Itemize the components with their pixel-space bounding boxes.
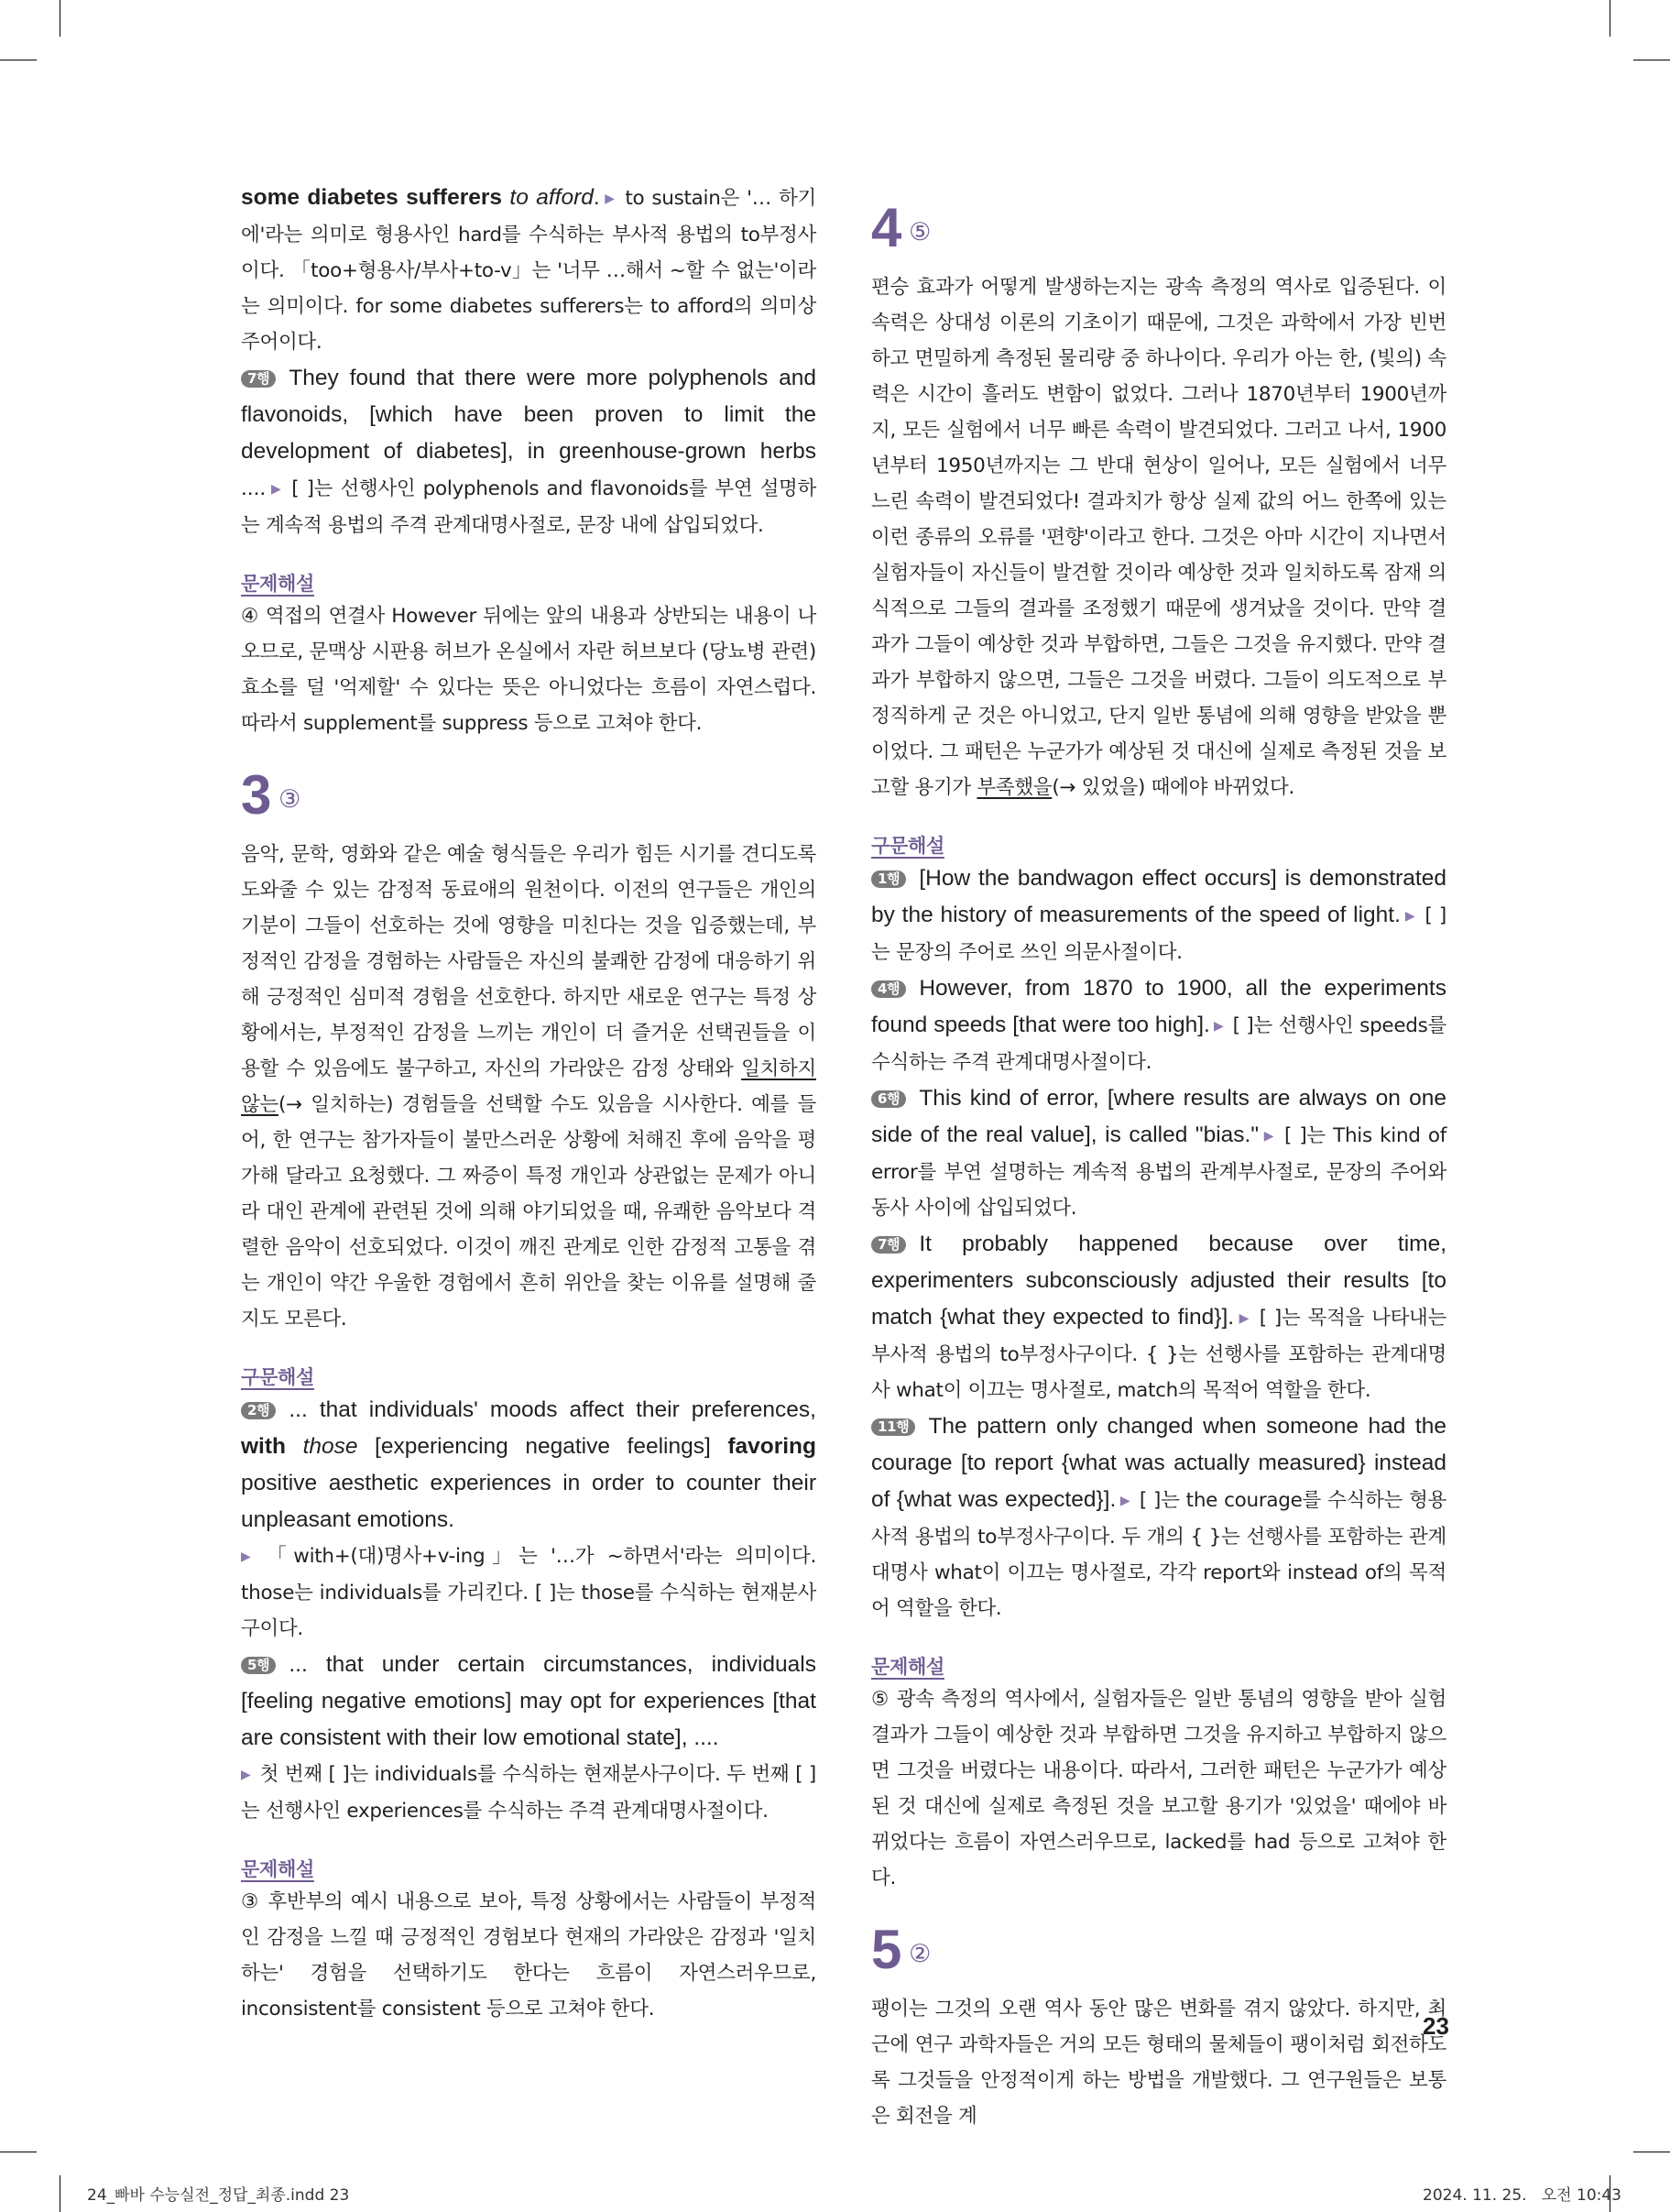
answer-mark: ③ [278,785,300,814]
problem-explanation-title: 문제해설 [241,1858,314,1881]
underlined-phrase: 일치하지 않는 [241,1057,816,1117]
syntax-explanation-title: 구문해설 [871,835,944,858]
korean-explanation: [ ]는 선행사인 speeds를 수식하는 주격 관계대명사절이다. [871,1014,1446,1075]
line-badge: 4행 [871,980,906,998]
space [286,1434,303,1459]
triangle-bullet-icon: ▶ [1213,1019,1224,1035]
problem-explanation-text: ④ 역접의 연결사 However 뒤에는 앞의 내용과 상반되는 내용이 나오므로, 문맥상 시판용 허브가 온실에서 자란 허브보다 (당뇨병 관련) 효소를 덜 '억제할' 수 있다는 뜻은 아니었다는 흐름이 자연스럽다. 따라서 supplement를 suppress 등으로 고쳐야 한다. [241,605,816,735]
question-number: 4 [871,197,902,258]
footer-file-name: 24_빠바 수능실전_정답_최종.indd 23 [87,2186,350,2205]
translation-part: (→ 일치하는) 경험들을 선택할 수도 있음을 시사한다. 예를 들어, 한 연구는 참가자들이 불만스러운 상황에 처해진 후에 음악을 평가해 달라고 요청했다. 그 짜증이 특정 개인과 상관없는 문제가 아니라 대인 관계에 관련된 것에 의해 야기되었을 때, 유쾌한 음악보다 격렬한 음악이 선호되었다. 이것이 깨진 관계로 인한 감정적 고통을 겪는 개인이 약간 우울한 경험에서 흔히 위안을 찾는 이유를 설명해 줄지도 모른다. [241,1093,816,1331]
syntax-line-7 [871,1226,1446,1408]
line-badge: 6행 [871,1090,906,1108]
problem-explanation-title: 문제해설 [871,1656,944,1679]
english-sentence: positive aesthetic experiences in order to counter their unpleasant emotions. [241,1471,816,1533]
english-sentence: [experiencing negative feelings] [357,1434,728,1460]
translation-text: 팽이는 그것의 오랜 역사 동안 많은 변화를 겪지 않았다. 하지만, 최근에 연구 과학자들은 거의 모든 형태의 물체들이 팽이처럼 회전하도록 그것들을 안정적이게 하는 방법을 개발했다. 그 연구원들은 보통은 회전을 계 [871,1998,1446,2129]
underlined-phrase: 부족했을 [977,776,1053,800]
line-badge: 7행 [241,370,276,388]
triangle-bullet-icon: ▶ [1403,909,1416,925]
translation-part: (→ 있었을) 때에야 바뀌었다. [1052,776,1295,800]
left-column [241,180,816,2027]
translation-text [871,269,1446,805]
syntax-line-2 [241,1392,816,1647]
question-number: 5 [871,1919,902,1981]
english-sentence: The pattern only changed when someone had the courage [to report {what was actually measured} instead of {what was expected}]. [871,1414,1446,1513]
line-badge: 5행 [241,1657,276,1674]
section-heading-3 [241,764,816,827]
section-heading-5 [871,1919,1446,1982]
korean-explanation: [ ]는 This kind of error를 부연 설명하는 계속적 용법의 관계부사절로, 문장의 주어와 동사 사이에 삽입되었다. [871,1124,1447,1221]
syntax-line-7 [241,360,816,543]
triangle-bullet-icon: ▶ [241,1768,251,1783]
problem-explanation-text: ③ 후반부의 예시 내용으로 보아, 특정 상황에서는 사람들이 부정적인 감정을 느낄 때 긍정적인 경험보다 현재의 가라앉은 감정과 '일치하는' 경험을 선택하기도 한다는 흐름이 자연스러우므로, inconsistent를 consistent 등으로 고쳐야 한다. [241,1890,816,2021]
section-heading-4 [871,197,1446,260]
problem-explanation-title: 문제해설 [241,573,314,595]
line-badge: 2행 [241,1402,276,1419]
triangle-bullet-icon: ▶ [269,482,283,497]
translation-text [241,837,816,1337]
line-badge: 11행 [871,1418,915,1436]
syntax-line-4 [871,970,1446,1080]
triangle-bullet-icon: ▶ [1119,1494,1130,1509]
korean-explanation: [ ]는 선행사인 polyphenols and flavonoids를 부연 설명하는 계속적 용법의 주격 관계대명사절로, 문장 내에 삽입되었다. [241,477,816,537]
english-sentence: This kind of error, [where results are always on one side of the real value], is called "bias." [871,1086,1446,1148]
triangle-bullet-icon: ▶ [1262,1129,1275,1144]
triangle-bullet-icon: ▶ [1238,1311,1250,1327]
english-sentence: It probably happened because over time, experimenters subconsciously adjusted their results [to match {what they expected to find}]. [871,1232,1446,1330]
bold-word: favoring [727,1434,816,1460]
line-badge: 1행 [871,871,906,888]
italic-word: those [302,1434,358,1460]
korean-explanation: 「with+(대)명사+v-ing」는 '…가 ~하면서'라는 의미이다. those는 individuals를 가리킨다. [ ]는 those를 수식하는 현재분사구이다. [241,1545,817,1641]
continued-explanation [241,180,816,360]
english-sentence: They found that there were more polyphenols and flavonoids, [which have been proven to limit the development of diabetes], in greenhouse-grown herbs .... [241,366,816,500]
question-number: 3 [241,764,272,826]
bold-phrase: some diabetes sufferers [241,185,510,210]
explanation-text: to sustain은 '… 하기에'라는 의미로 형용사인 hard를 수식하는 부사적 용법의 to부정사이다. 「too+형용사/부사+to-v」는 '너무 …해서 ~할 수 없는'이라는 의미이다. for some diabetes sufferers는 to afford의 의미상 주어이다. [241,187,816,354]
syntax-line-1 [871,860,1446,970]
english-sentence: ... that under certain circumstances, individuals [feeling negative emotions] may opt for experiences [that are consistent with their low emotional state], .... [241,1652,816,1751]
footer-date: 2024. 11. 25. 오전 10:43 [1423,2186,1621,2205]
syntax-line-11 [871,1408,1446,1626]
triangle-bullet-icon: ▶ [603,192,617,206]
syntax-line-5 [241,1647,816,1829]
korean-explanation: 첫 번째 [ ]는 individuals를 수식하는 현재분사구이다. 두 번째 [ ]는 선행사인 experiences를 수식하는 주격 관계대명사절이다. [241,1763,817,1823]
english-sentence: ... that individuals' moods affect their preferences, [289,1397,816,1423]
answer-mark: ② [909,1940,931,1968]
line-badge: 7행 [871,1236,906,1254]
triangle-bullet-icon: ▶ [241,1549,258,1565]
italic-phrase: to afford [509,185,594,210]
right-column [871,180,1446,2134]
page-number: 23 [1423,2012,1449,2040]
answer-mark: ⑤ [909,218,931,246]
problem-explanation-text: ⑤ 광속 측정의 역사에서, 실험자들은 일반 통념의 영향을 받아 실험 결과가 그들이 예상한 것과 부합하면 그것을 유지하고 부합하지 않으면 그것을 버렸다는 내용이다. 따라서, 그러한 패턴은 누군가가 예상된 것 대신에 실제로 측정된 것을 보고할 용기가 '있었을' 때에야 바뀌었다는 흐름이 자연스러우므로, lacked를 had 등으로 고쳐야 한다. [871,1688,1446,1890]
bold-word: with [241,1434,286,1460]
period: . [593,185,600,210]
translation-part: 편승 효과가 어떻게 발생하는지는 광속 측정의 역사로 입증된다. 이 속력은 상대성 이론의 기초이기 때문에, 그것은 과학에서 가장 빈번하고 면밀하게 측정된 물리량 중 하나이다. 우리가 아는 한, (빛의) 속력은 시간이 흘러도 변함이 없었다. 그러나 1870년부터 1900년까지, 모든 실험에서 너무 빠른 속력이 발견되었다. 그러고 나서, 1900년부터 1950년까지는 그 반대 현상이 일어나, 모든 실험에서 너무 느린 속력이 발견되었다! 결과치가 항상 실제 값의 어느 한쪽에 있는 이런 종류의 오류를 '편향'이라고 한다. 그것은 아마 시간이 지나면서 실험자들이 자신들이 발견할 것이라 예상한 것과 일치하도록 잠재 의식적으로 그들의 결과를 조정했기 때문에 생겨났을 것이다. 만약 결과가 그들이 예상한 것과 부합하면, 그들은 그것을 유지했다. 만약 결과가 부합하지 않으면, 그들은 그것을 버렸다. 그들이 의도적으로 부정직하게 군 것은 아니었고, 단지 일반 통념에 의해 영향을 받았을 뿐이었다. 그 패턴은 누군가가 예상된 것 대신에 실제로 측정된 것을 보고할 용기가 [871,276,1446,800]
syntax-explanation-title: 구문해설 [241,1366,314,1389]
korean-explanation: [ ]는 문장의 주어로 쓰인 의문사절이다. [871,904,1447,965]
english-sentence: However, from 1870 to 1900, all the experiments found speeds [that were too high]. [871,976,1446,1038]
syntax-line-6 [871,1080,1446,1226]
korean-explanation: [ ]는 목적을 나타내는 부사적 용법의 to부정사구이다. { }는 선행사를 포함하는 관계대명사 what이 이끄는 명사절로, match의 목적어 역할을 한다. [871,1307,1446,1403]
translation-part: 음악, 문학, 영화와 같은 예술 형식들은 우리가 힘든 시기를 견디도록 도와줄 수 있는 감정적 동료애의 원천이다. 이전의 연구들은 개인의 기분이 그들이 선호하는 것에 영향을 미친다는 것을 입증했는데, 부정적인 감정을 경험하는 사람들은 자신의 불쾌한 감정에 대응하기 위해 긍정적인 심미적 경험을 선호한다. 하지만 새로운 연구는 특정 상황에서는, 부정적인 감정을 느끼는 개인이 더 즐거운 선택권들을 이용할 수 있음에도 불구하고, 자신의 가라앉은 감정 상태와 [241,843,816,1081]
korean-explanation: [ ]는 the courage를 수식하는 형용사적 용법의 to부정사구이다. 두 개의 { }는 선행사를 포함하는 관계대명사 what이 이끄는 명사절로, 각각 report와 instead of의 목적어 역할을 한다. [871,1489,1447,1621]
english-sentence: [How the bandwagon effect occurs] is demonstrated by the history of measurements of the speed of light. [871,866,1446,928]
